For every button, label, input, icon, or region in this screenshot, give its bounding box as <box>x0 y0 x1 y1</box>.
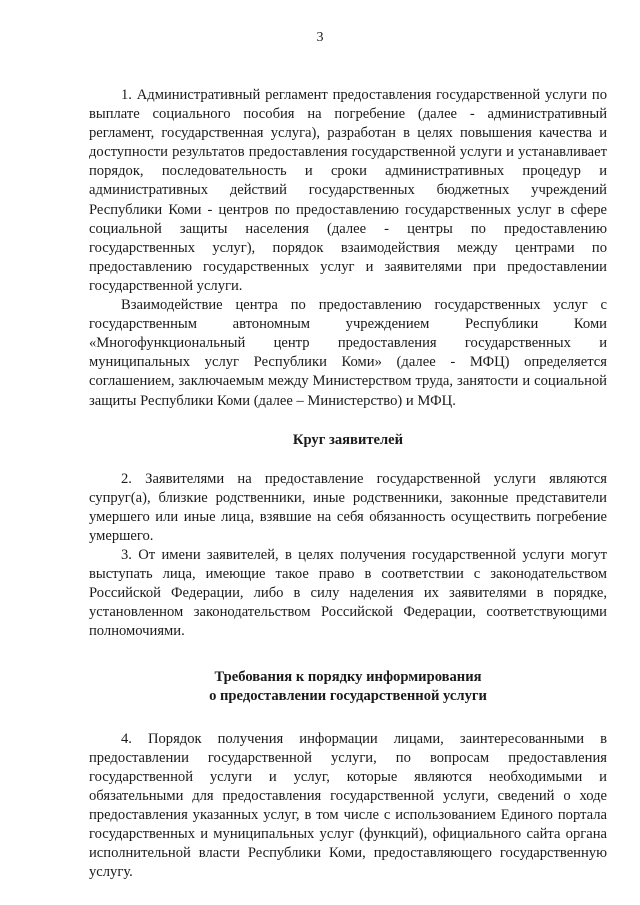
paragraph-1: 1. Административный регламент предоставления государственной услуги по выплате социального пособия на погребение (далее - административный регламент, государственная услуга), разработан в целях повышения качества и доступности результатов предоставления государственной услуги и устанавливает порядок, последовательность и сроки административных процедур и административных действий государственных бюджетных учреждений Республики Коми - центров по предоставлению государственных услуг в сфере социальной защиты населения (далее - центры по предоставлению государственных услуг), порядок взаимодействия между центрами по предоставлению государственных услуг и заявителями при предоставлении государственной услуги. <box>89 87 607 294</box>
paragraph-3: 3. От имени заявителей, в целях получения государственной услуги могут выступать лица, имеющие такое право в соответствии с законодательством Российской Федерации, либо в силу наделения их заявителями в порядке, установленном законодательством Российской Федерации, соответствующими полномочиями. <box>89 547 607 640</box>
section-heading-applicants: Круг заявителей <box>292 431 404 448</box>
page-number: 3 <box>316 30 324 45</box>
section-heading-informing <box>89 668 607 706</box>
paragraph-interaction: Взаимодействие центра по предоставлению государственных услуг с государственным автономным учреждением Республики Коми «Многофункциональный центр предоставления государственных и муниципальных услуг Республики Коми» (далее - МФЦ) определяется соглашением, заключаемым между Министерством труда, занятости и социальной защиты Республики Коми (далее – Министерство) и МФЦ. <box>89 297 607 409</box>
section-heading-informing-line-1: Требования к порядку информирования <box>214 668 482 685</box>
document-body <box>89 86 607 882</box>
paragraph-4: 4. Порядок получения информации лицами, заинтересованными в предоставлении государственной услуги, по вопросам предоставления государственной услуги и услуг, которые являются необходимыми и обязательными для предоставления государственной услуги, сведений о ходе предоставления указанных услуг, в том числе с использованием Единого портала государственных и муниципальных услуг (функций), официального сайта органа исполнительной власти Республики Коми, предоставляющего государственную услугу. <box>89 730 607 881</box>
paragraph-2: 2. Заявителями на предоставление государственной услуги являются супруг(а), близкие родственники, иные родственники, законные представители умершего или иные лица, взявшие на себя обязанность осуществить погребение умершего. <box>89 470 607 544</box>
section-heading-informing-line-2: о предоставлении государственной услуги <box>209 687 487 704</box>
